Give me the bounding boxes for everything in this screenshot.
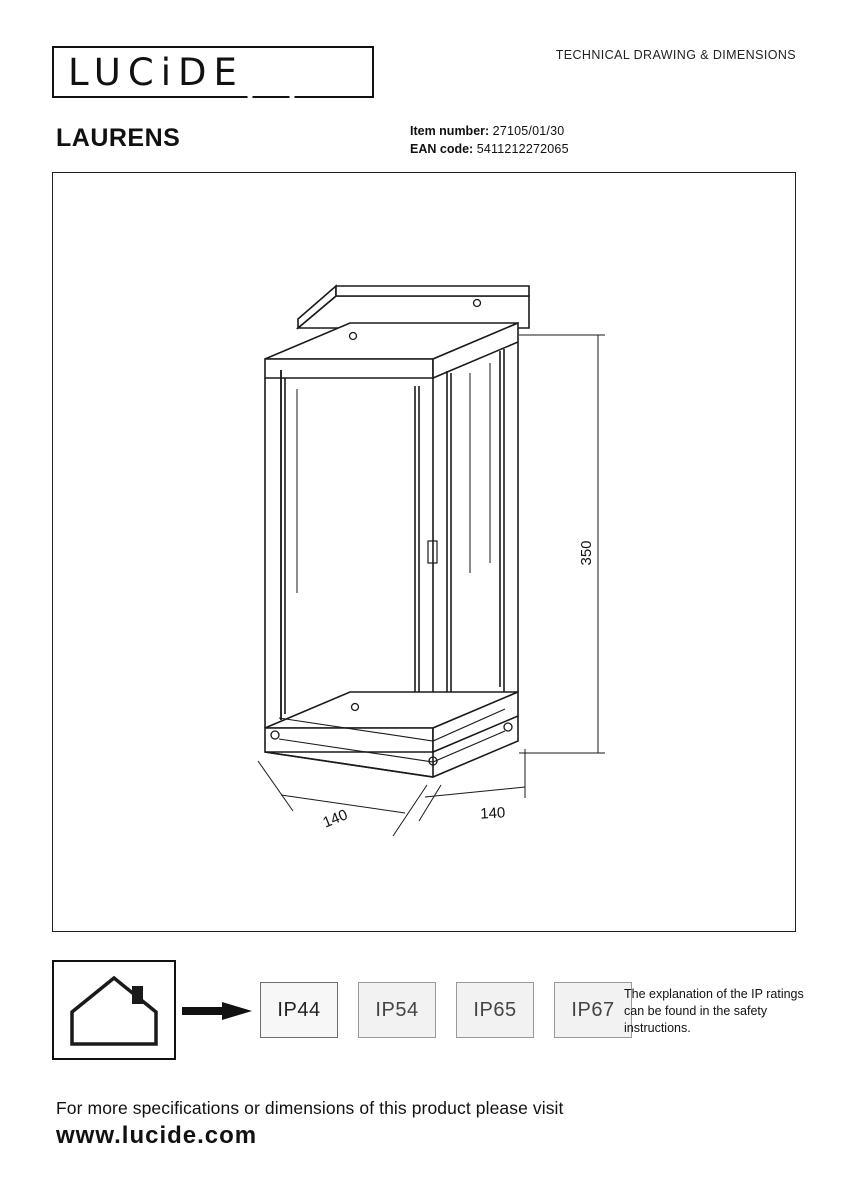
item-number-value: 27105/01/30 xyxy=(492,124,565,138)
ip-badge-ip44[interactable]: IP44 xyxy=(260,982,338,1038)
arrow-right-icon xyxy=(182,1002,252,1020)
footer-text: For more specifications or dimensions of this product please visit xyxy=(56,1098,564,1118)
ean-code-label: EAN code: xyxy=(410,142,474,156)
indoor-outdoor-box xyxy=(52,960,176,1060)
item-number-label: Item number: xyxy=(410,124,490,138)
dimension-depth-label: 140 xyxy=(320,806,351,832)
ean-code-row xyxy=(410,140,569,158)
brand-logo-box xyxy=(52,46,374,98)
item-number-row xyxy=(410,122,569,140)
technical-drawing-title: TECHNICAL DRAWING & DIMENSIONS xyxy=(555,48,796,62)
dimension-width-label: 140 xyxy=(479,804,506,823)
ip-badge-ip54[interactable]: IP54 xyxy=(358,982,436,1038)
product-codes xyxy=(410,122,569,158)
technical-drawing-frame xyxy=(52,172,796,932)
ip-rating-row xyxy=(52,960,804,1070)
product-technical-drawing xyxy=(53,173,795,931)
ip-badge-ip67[interactable]: IP67 xyxy=(554,982,632,1038)
ip-badge-ip65[interactable]: IP65 xyxy=(456,982,534,1038)
ean-code-value: 5411212272065 xyxy=(476,142,569,156)
footer-website-link[interactable]: www.lucide.com xyxy=(56,1122,258,1149)
logo-decoration xyxy=(54,48,376,100)
page-header xyxy=(52,46,796,106)
brand-logo-text: LUCiDE xyxy=(68,51,244,94)
page-title: LAURENS xyxy=(56,124,181,152)
house-icon xyxy=(54,962,174,1058)
dimension-height-label: 350 xyxy=(578,540,595,566)
ip-explanation-note: The explanation of the IP ratings can be found in the safety instructions. xyxy=(624,987,804,1035)
